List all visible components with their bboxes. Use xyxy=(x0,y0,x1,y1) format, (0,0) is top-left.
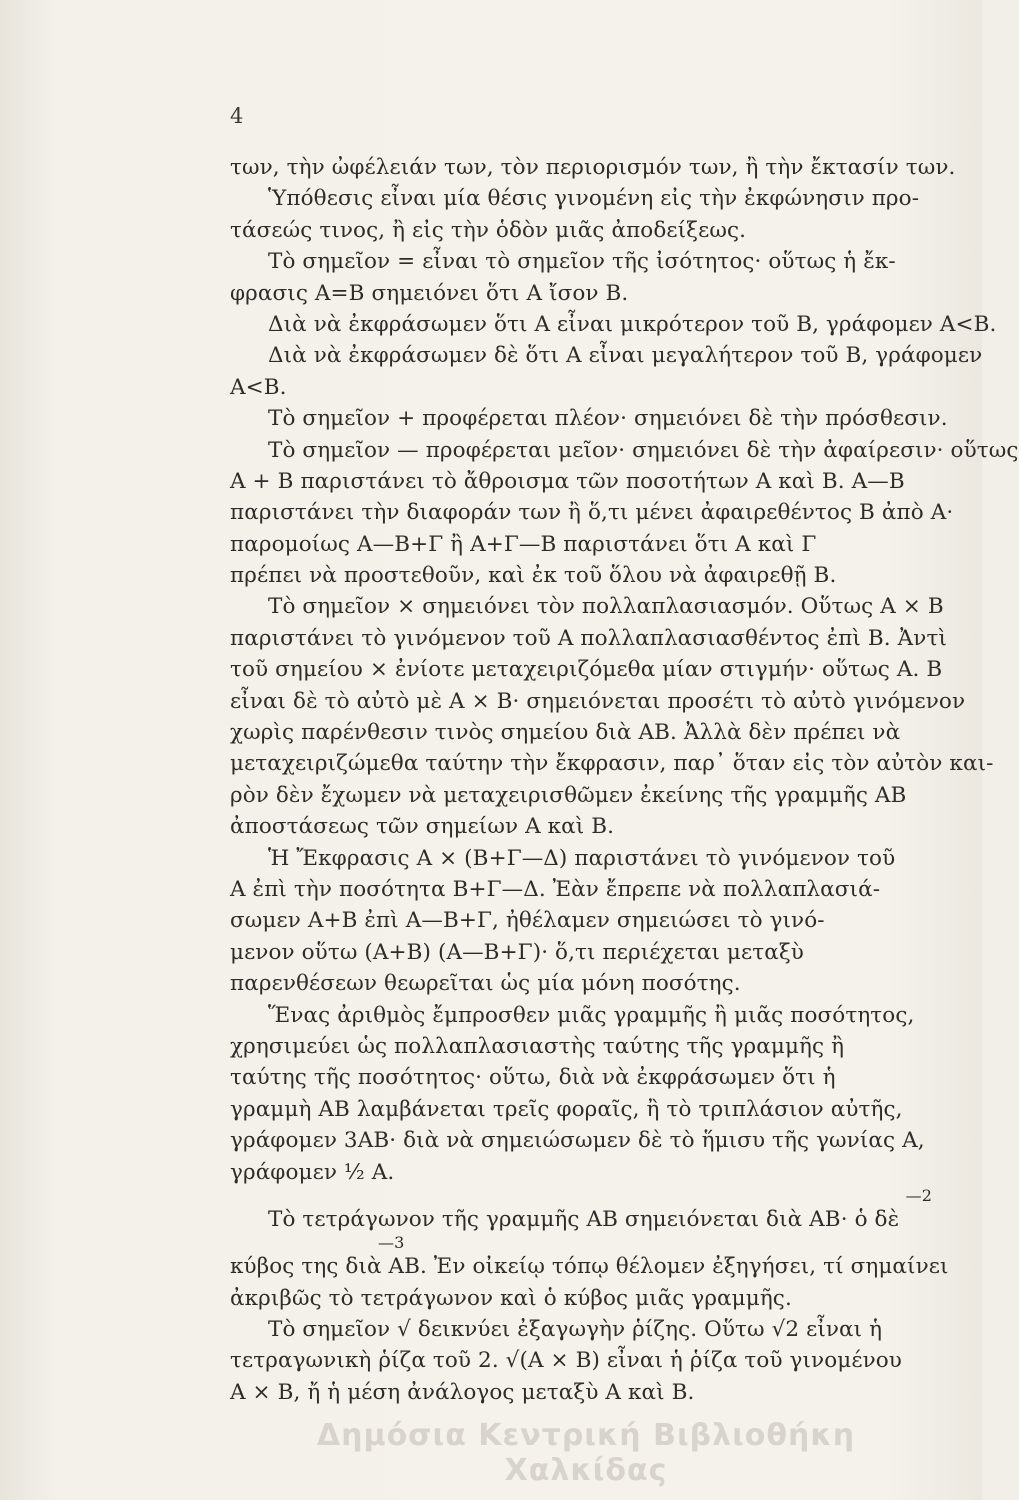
text-line: τετραγωνικὴ ῥίζα τοῦ 2. √(Α × Β) εἶναι ἡ ῥίζα τοῦ γινομένου xyxy=(230,1348,902,1374)
text-line: πρέπει νὰ προστεθοῦν, καὶ ἐκ τοῦ ὅλου νὰ ἀφαιρεθῇ Β. xyxy=(230,563,837,589)
page-number: 4 xyxy=(230,104,244,128)
text-line: των, τὴν ὠφέλειάν των, τὸν περιορισμόν των, ἢ τὴν ἔκτασίν των. xyxy=(230,155,956,180)
text-line: Τὸ σημεῖον + προφέρεται πλέον· σημειόνει δὲ τὴν πρόσθεσιν. xyxy=(268,406,948,432)
text-line: Διὰ νὰ ἐκφράσωμεν δὲ ὅτι Α εἶναι μεγαλήτερον τοῦ Β, γράφομεν xyxy=(268,343,983,369)
text-line: Τὸ σημεῖον × σημειόνει τὸν πολλαπλασιασμόν. Οὕτως Α × Β xyxy=(268,594,944,620)
text-line: τοῦ σημείου × ἐνίοτε μεταχειριζόμεθα μίαν στιγμήν· οὕτως Α. Β xyxy=(230,657,943,683)
text-line: μενον οὕτω (Α+Β) (Α—Β+Γ)· ὅ,τι περιέχεται μεταξὺ xyxy=(230,939,804,965)
text-line: Τὸ σημεῖον = εἶναι τὸ σημεῖον τῆς ἰσότητος· οὕτως ἡ ἔκ- xyxy=(268,249,896,275)
text-line: γράφομεν 3ΑΒ· διὰ νὰ σημειώσωμεν δὲ τὸ ἥμισυ τῆς γωνίας Α, xyxy=(230,1128,925,1154)
text-line: Ὑπόθεσις εἶναι μία θέσις γινομένη εἰς τὴν ἐκφώνησιν προ- xyxy=(268,186,920,212)
text-line: χωρὶς παρένθεσιν τινὸς σημείου διὰ ΑΒ. Ἀλλὰ δὲν πρέπει νὰ xyxy=(230,720,901,746)
text-line: παριστάνει τὴν διαφοράν των ἢ ὅ,τι μένει ἀφαιρεθέντος Β ἀπὸ Α· xyxy=(230,500,954,526)
text-line: κύβος της διὰ ΑΒ. Ἐν οἰκείῳ τόπῳ θέλομεν ἐξηγήσει, τί σημαίνει xyxy=(230,1254,949,1280)
exponent-mark: —2 xyxy=(905,1185,932,1205)
text-line: παρομοίως Α—Β+Γ ἢ Α+Γ—Β παριστάνει ὅτι Α καὶ Γ xyxy=(230,531,817,557)
text-line: Τὸ τετράγωνον τῆς γραμμῆς ΑΒ σημειόνεται διὰ ΑΒ· ὁ δὲ xyxy=(268,1206,900,1232)
text-line: ταύτης τῆς ποσότητος· οὕτω, διὰ νὰ ἐκφράσωμεν ὅτι ἡ xyxy=(230,1065,836,1091)
text-line: Ἕνας ἀριθμὸς ἔμπροσθεν μιᾶς γραμμῆς ἢ μιᾶς ποσότητος, xyxy=(268,1002,915,1028)
text-line: ἀποστάσεως τῶν σημείων Α καὶ Β. xyxy=(230,814,615,840)
text-line: Τὸ σημεῖον √ δεικνύει ἐξαγωγὴν ῥίζης. Οὕτω √2 εἶναι ἡ xyxy=(268,1317,883,1343)
text-line: τάσεώς τινος, ἢ εἰς τὴν ὁδὸν μιᾶς ἀποδείξεως. xyxy=(230,217,747,243)
text-line: ἀκριβῶς τὸ τετράγωνον καὶ ὁ κύβος μιᾶς γραμμῆς. xyxy=(230,1285,792,1311)
text-line: Τὸ σημεῖον — προφέρεται μεῖον· σημειόνει δὲ τὴν ἀφαίρεσιν· οὕτως xyxy=(268,437,1019,463)
library-watermark: Δημόσια Κεντρική Βιβλιοθήκη Χαλκίδας xyxy=(316,1418,856,1488)
body-text xyxy=(230,152,1019,1408)
exponent-mark: —3 xyxy=(378,1233,405,1253)
text-line: γράφομεν ½ Α. xyxy=(230,1159,395,1185)
text-line: Α ἐπὶ τὴν ποσότητα Β+Γ—Δ. Ἐὰν ἔπρεπε νὰ πολλαπλασιά- xyxy=(230,876,881,902)
text-line: παρενθέσεων θεωρεῖται ὡς μία μόνη ποσότης. xyxy=(230,971,741,997)
text-line: σωμεν Α+Β ἐπὶ Α—Β+Γ, ἠθέλαμεν σημειώσει τὸ γινό- xyxy=(230,908,825,934)
text-line: χρησιμεύει ὡς πολλαπλασιαστὴς ταύτης τῆς γραμμῆς ἢ xyxy=(230,1033,845,1059)
text-line: Α + Β παριστάνει τὸ ἄθροισμα τῶν ποσοτήτων Α καὶ Β. Α—Β xyxy=(230,468,905,494)
text-line: Α × Β, ἤ ἡ μέση ἀνάλογος μεταξὺ Α καὶ Β. xyxy=(230,1379,695,1405)
text-line: ρὸν δὲν ἔχωμεν νὰ μεταχειρισθῶμεν ἐκείνης τῆς γραμμῆς ΑΒ xyxy=(230,782,907,808)
text-line: Α<Β. xyxy=(230,374,287,400)
text-line: γραμμὴ ΑΒ λαμβάνεται τρεῖς φοραῖς, ἢ τὸ τριπλάσιον αὐτῆς, xyxy=(230,1096,903,1122)
text-line: Ἡ Ἔκφρασις Α × (Β+Γ—Δ) παριστάνει τὸ γινόμενον τοῦ xyxy=(268,845,896,871)
text-line: εἶναι δὲ τὸ αὐτὸ μὲ Α × Β· σημειόνεται προσέτι τὸ αὐτὸ γινόμενον xyxy=(230,688,966,714)
text-line: παριστάνει τὸ γινόμενον τοῦ Α πολλαπλασιασθέντος ἐπὶ Β. Ἀντὶ xyxy=(230,625,947,651)
text-line: Διὰ νὰ ἐκφράσωμεν ὅτι Α εἶναι μικρότερον τοῦ Β, γράφομεν Α<Β. xyxy=(268,311,997,337)
text-line: φρασις Α=Β σημειόνει ὅτι Α ἴσον Β. xyxy=(230,280,629,306)
text-line: μεταχειριζώμεθα ταύτην τὴν ἔκφρασιν, παρ᾽ ὅταν εἰς τὸν αὐτὸν και- xyxy=(230,751,994,777)
